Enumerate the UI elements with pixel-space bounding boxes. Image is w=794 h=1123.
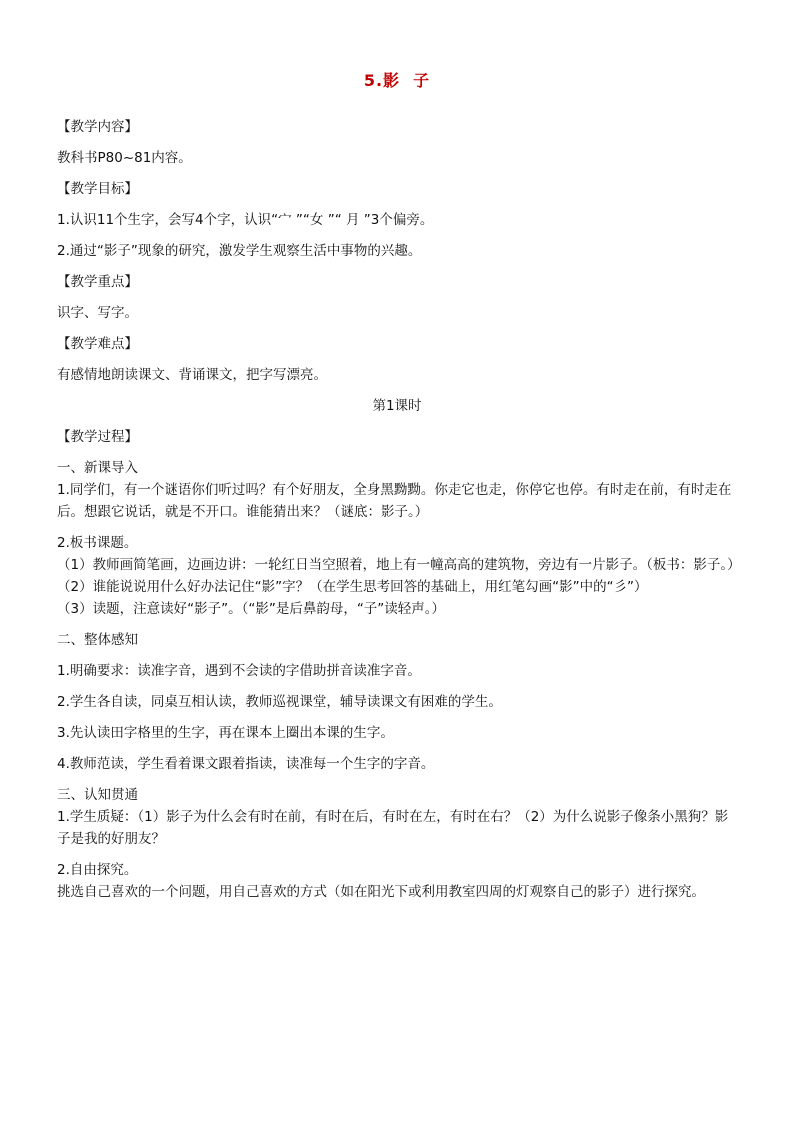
paragraph-explore-detail: 挑选自己喜欢的一个问题，用自己喜欢的方式（如在阳光下或利用教室四周的灯观察自己的影子）进行探究。 xyxy=(57,884,705,900)
content-text: 教科书P80~81内容。 xyxy=(57,150,192,166)
lesson-period-label: 第1课时 xyxy=(372,398,422,414)
paragraph-read-1: 1.明确要求：读准字音，遇到不会读的字借助拼音读准字音。 xyxy=(57,663,421,679)
paragraph-read-3: 3.先认读田字格里的生字，再在课本上圈出本课的生字。 xyxy=(57,725,394,741)
paragraph-step-1: （1）教师画简笔画，边画边讲：一轮红日当空照着，地上有一幢高高的建筑物，旁边有一片影子。（板书：影子。） xyxy=(57,557,741,573)
paragraph-questions: 1.学生质疑：（1）影子为什么会有时在前，有时在后，有时在左，有时在右？（2）为什么说影子像条小黑狗？影子是我的好朋友？ xyxy=(57,809,729,847)
part-heading-2: 二、整体感知 xyxy=(57,632,138,648)
section-heading-process: 【教学过程】 xyxy=(57,429,138,445)
goal-item-1: 1.认识11个生字，会写4个字，认识“宀 ”“女 ”“ 月 ”3个偏旁。 xyxy=(57,212,434,228)
paragraph-step-3: （3）读题，注意读好“影子”。（“影”是后鼻韵母，“子”读轻声。） xyxy=(57,601,446,617)
document-title: 5.影 子 xyxy=(363,71,431,90)
section-heading-key: 【教学重点】 xyxy=(57,274,138,290)
key-text: 识字、写字。 xyxy=(57,305,138,321)
paragraph-board-title: 2.板书课题。 xyxy=(57,535,138,551)
document-body xyxy=(57,116,741,903)
paragraph-riddle: 1.同学们，有一个谜语你们听过吗？有个好朋友，全身黑黝黝。你走它也走，你停它也停。有时走在前，有时走在后。想跟它说话，就是不开口。谁能猜出来？（谜底：影子。） xyxy=(57,482,732,520)
section-heading-goals: 【教学目标】 xyxy=(57,181,138,197)
section-heading-difficulty: 【教学难点】 xyxy=(57,336,138,352)
difficulty-text: 有感情地朗读课文、背诵课文，把字写漂亮。 xyxy=(57,367,327,383)
paragraph-read-4: 4.教师范读，学生看着课文跟着指读，读准每一个生字的字音。 xyxy=(57,756,435,772)
goal-item-2: 2.通过“影子”现象的研究，激发学生观察生活中事物的兴趣。 xyxy=(57,243,422,259)
paragraph-read-2: 2.学生各自读，同桌互相认读，教师巡视课堂，辅导读课文有困难的学生。 xyxy=(57,694,502,710)
part-heading-3: 三、认知贯通 xyxy=(57,787,138,803)
part-heading-1: 一、新课导入 xyxy=(57,460,138,476)
paragraph-explore: 2.自由探究。 xyxy=(57,862,138,878)
section-heading-content: 【教学内容】 xyxy=(57,119,138,135)
paragraph-step-2: （2）谁能说说用什么好办法记住“影”字？（在学生思考回答的基础上，用红笔勾画“影”中的“彡”） xyxy=(57,579,648,595)
